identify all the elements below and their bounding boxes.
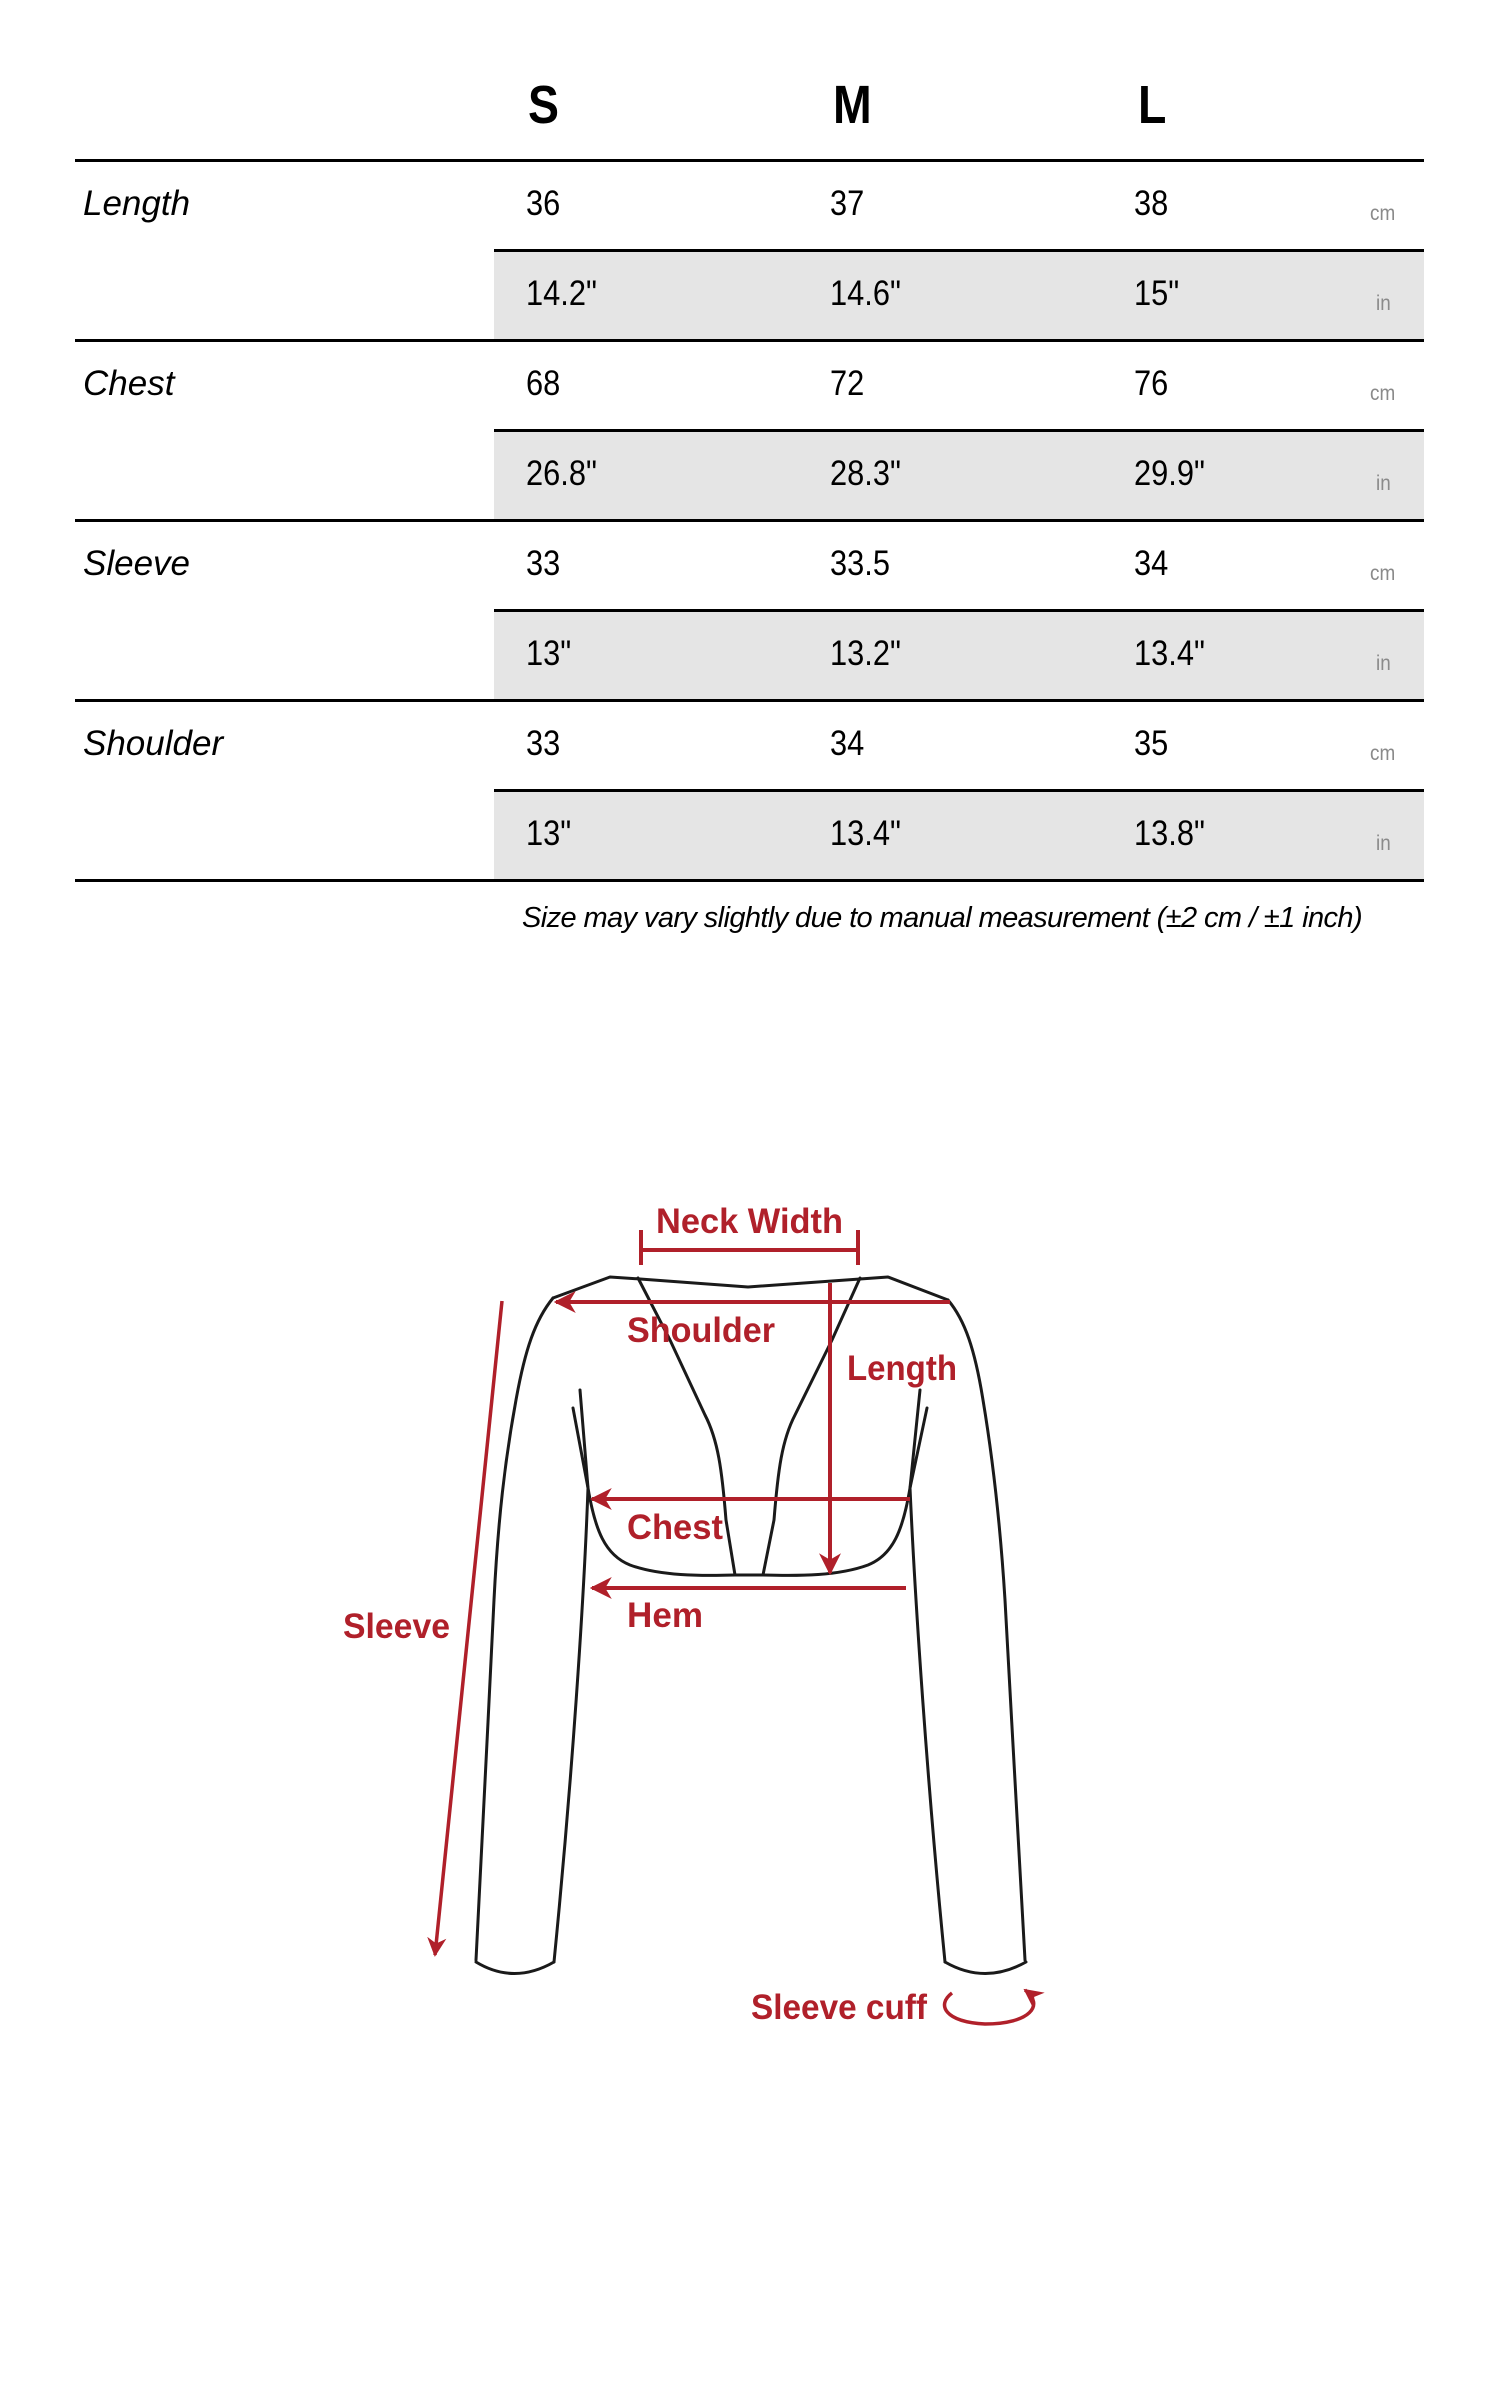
size-header-s: S [528,75,559,135]
cell-chest-l-in: 29.9" [1134,454,1205,493]
cell-sleeve-l-in: 13.4" [1134,634,1205,673]
cell-length-l-cm: 38 [1134,184,1169,223]
cell-chest-m-cm: 72 [830,364,865,403]
cell-length-l-in: 15" [1134,274,1180,313]
cell-chest-s-cm: 68 [526,364,561,403]
cell-shoulder-l-in: 13.8" [1134,814,1205,853]
cell-shoulder-s-cm: 33 [526,724,561,763]
unit-cm: cm [1370,742,1396,765]
cell-sleeve-s-cm: 33 [526,544,561,583]
unit-in: in [1376,832,1391,855]
label-length: Length [847,1349,957,1388]
unit-cm: cm [1370,382,1396,405]
unit-in: in [1376,292,1391,315]
label-chest: Chest [627,1508,724,1547]
cell-shoulder-l-cm: 35 [1134,724,1169,763]
row-label-length: Length [83,184,191,223]
size-header-l: L [1138,75,1167,135]
measurement-note: Size may vary slightly due to manual measurement (±2 cm / ±1 inch) [522,902,1363,934]
cell-sleeve-l-cm: 34 [1134,544,1169,583]
row-label-chest: Chest [83,364,175,403]
cell-chest-s-in: 26.8" [526,454,597,493]
label-neck-width: Neck Width [656,1202,843,1241]
cell-sleeve-m-cm: 33.5 [830,544,890,583]
cell-length-s-in: 14.2" [526,274,597,313]
unit-cm: cm [1370,562,1396,585]
label-sleeve-cuff: Sleeve cuff [751,1988,928,2027]
unit-in: in [1376,472,1391,495]
label-hem: Hem [627,1596,703,1635]
label-sleeve: Sleeve [343,1607,450,1646]
row-label-sleeve: Sleeve [83,544,191,583]
size-header-m: M [833,75,872,135]
cell-chest-l-cm: 76 [1134,364,1169,403]
cell-shoulder-m-in: 13.4" [830,814,901,853]
label-shoulder: Shoulder [627,1311,776,1350]
sleeve-cuff-arrow [945,1990,1034,2024]
unit-in: in [1376,652,1391,675]
cell-length-m-cm: 37 [830,184,865,223]
cell-length-s-cm: 36 [526,184,561,223]
cell-shoulder-s-in: 13" [526,814,572,853]
cell-shoulder-m-cm: 34 [830,724,865,763]
unit-cm: cm [1370,202,1396,225]
row-label-shoulder: Shoulder [83,724,224,763]
cell-sleeve-s-in: 13" [526,634,572,673]
cell-sleeve-m-in: 13.2" [830,634,901,673]
cell-chest-m-in: 28.3" [830,454,901,493]
cell-length-m-in: 14.6" [830,274,901,313]
